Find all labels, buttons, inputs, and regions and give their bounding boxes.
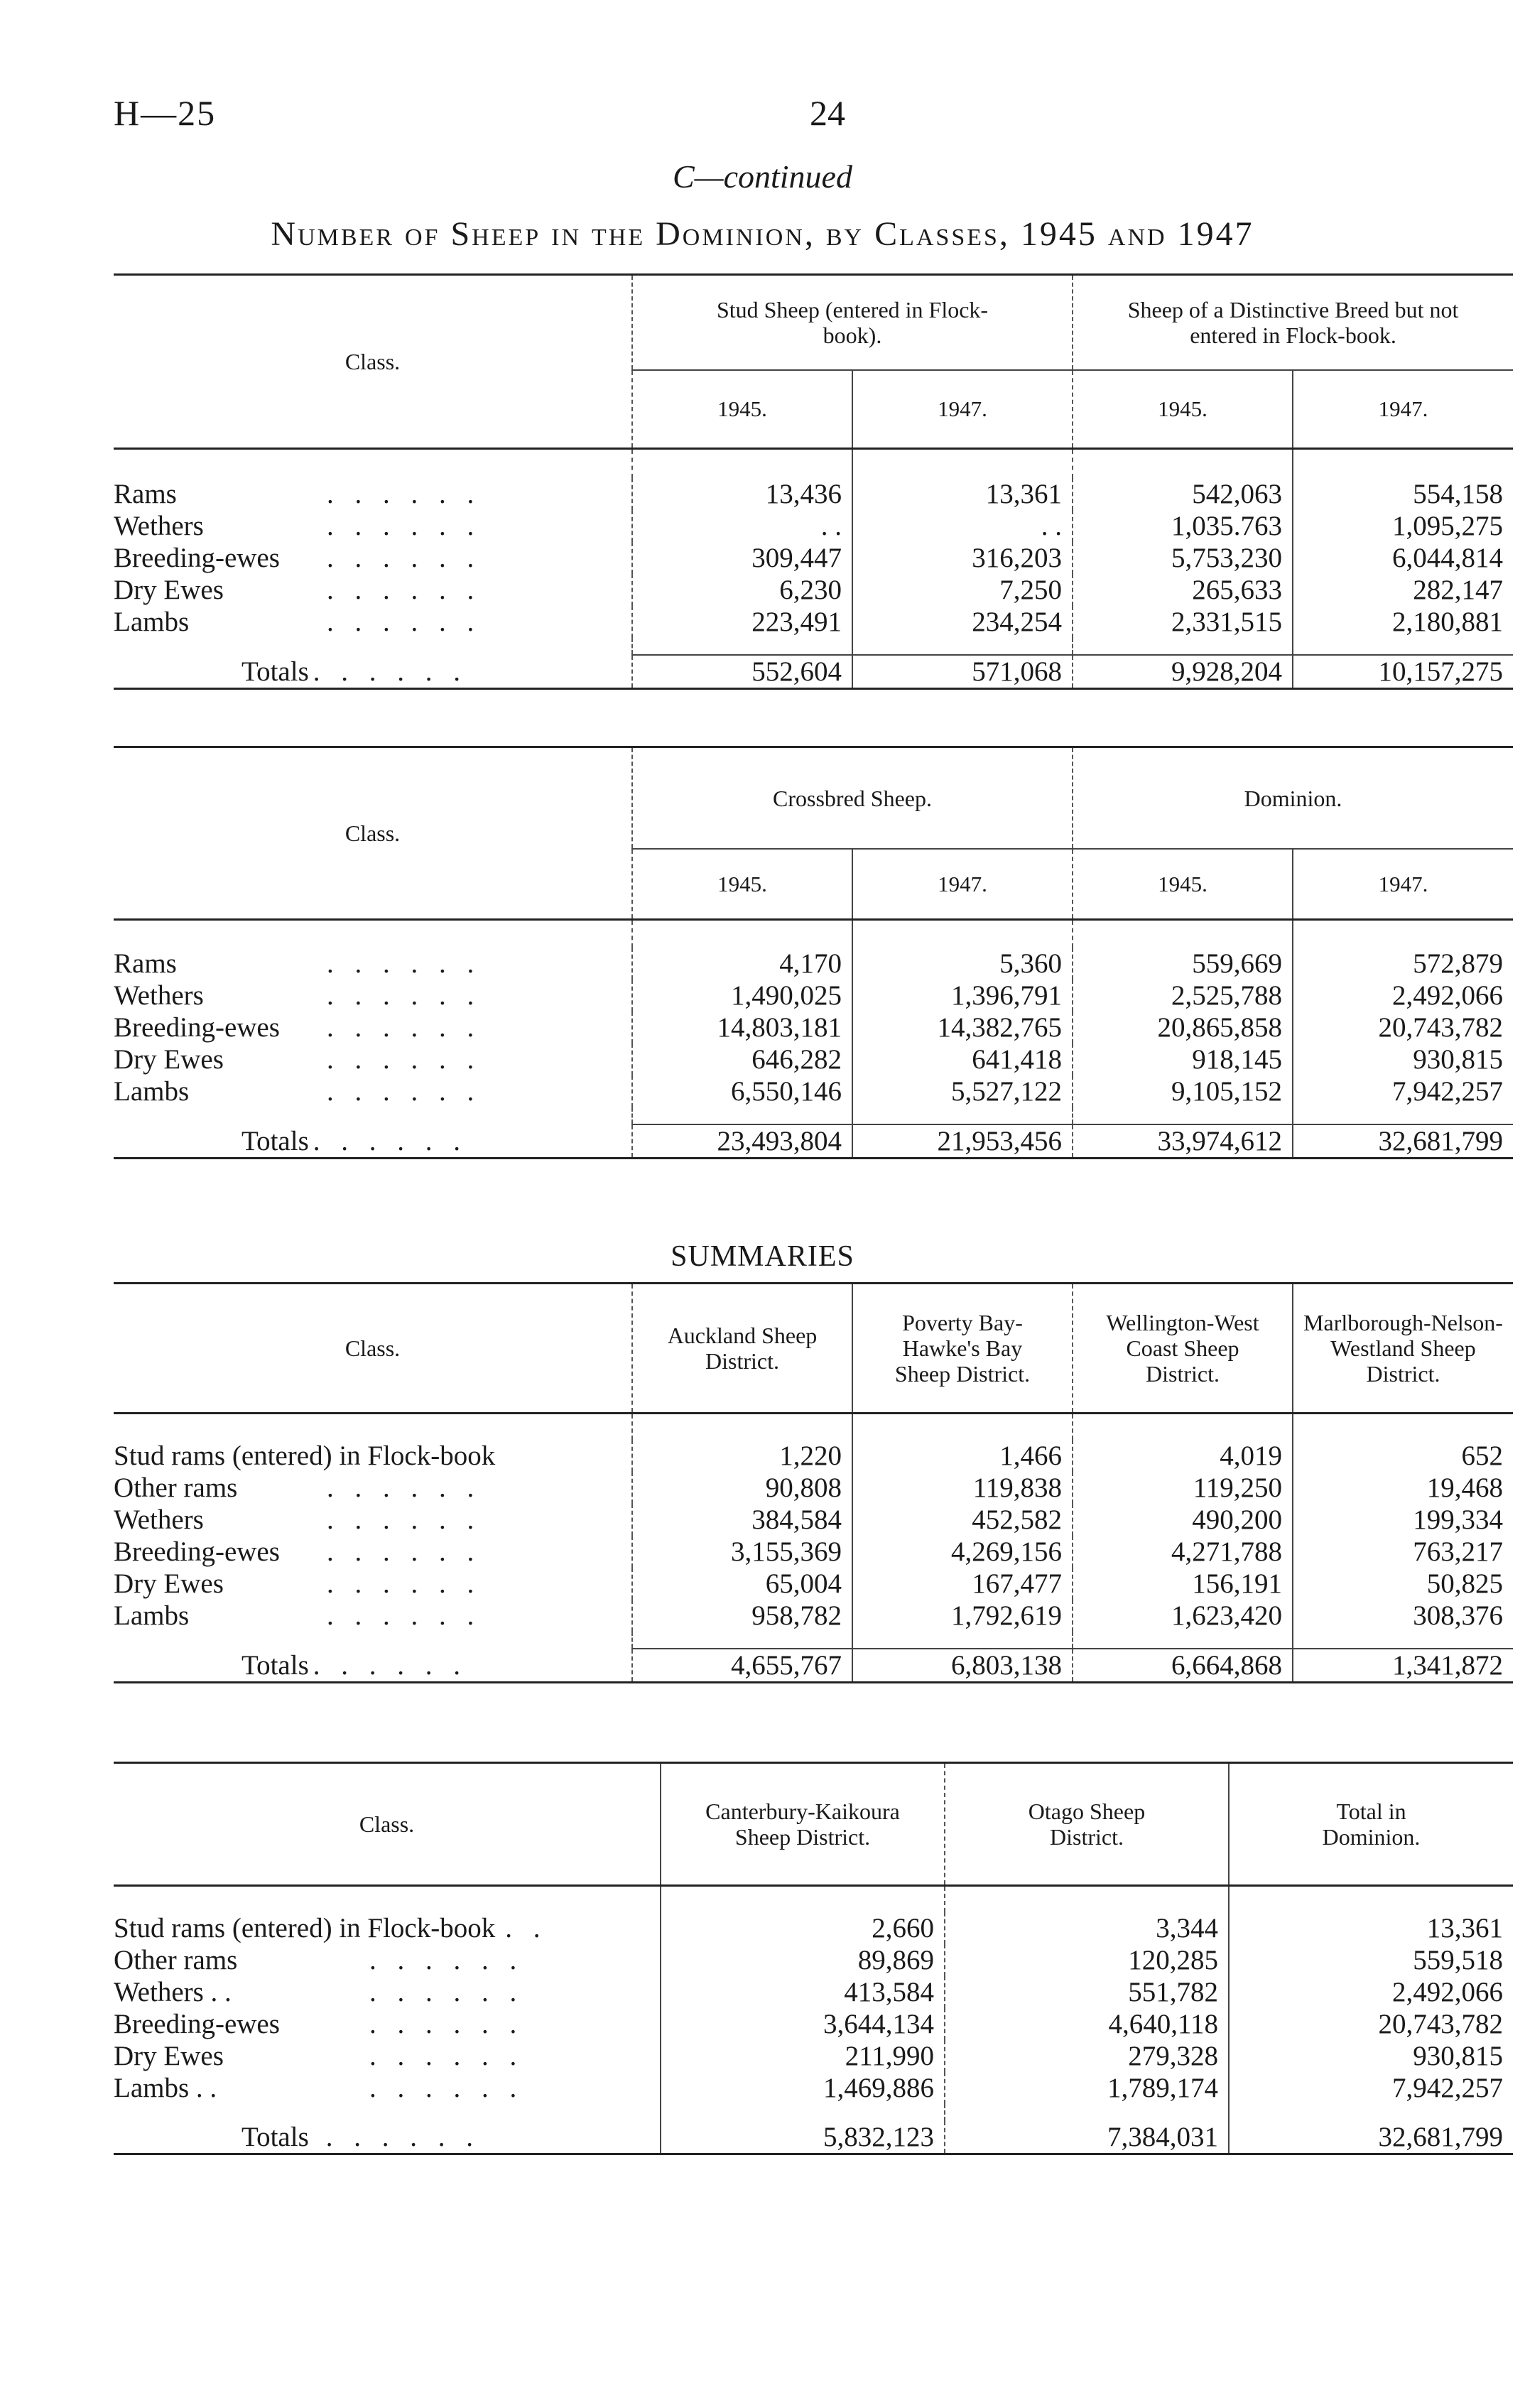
row-label: Lambs . . . . . . (114, 607, 482, 637)
table-row (114, 478, 1513, 510)
cell-value: 413,584 (661, 1976, 945, 2008)
cell-value: 2,525,788 (1073, 980, 1293, 1012)
total-value: 10,157,275 (1293, 655, 1513, 689)
total-value: 7,384,031 (945, 2121, 1229, 2154)
cell-value: 20,865,858 (1073, 1012, 1293, 1043)
district-summary-table-1 (114, 1282, 1513, 1683)
cell-value: 559,518 (1229, 1944, 1513, 1976)
cell-value: 1,623,420 (1073, 1600, 1293, 1632)
cell-value: 1,792,619 (852, 1600, 1073, 1632)
cell-value: 199,334 (1293, 1504, 1513, 1536)
cell-value: 211,990 (661, 2040, 945, 2072)
row-label: Lambs . . . . . . (114, 1076, 482, 1107)
totals-label: Totals . . . . . . (241, 1649, 468, 1681)
year-header: 1945. (632, 849, 852, 919)
cell-value: 14,382,765 (852, 1012, 1073, 1043)
total-value: 21,953,456 (852, 1124, 1073, 1159)
district-summary-table-2 (114, 1762, 1513, 2155)
total-value: 4,655,767 (632, 1649, 852, 1683)
district-header: Canterbury-Kaikoura Sheep District. (661, 1763, 945, 1886)
class-header: Class. (344, 820, 401, 846)
cell-value: 20,743,782 (1293, 1012, 1513, 1043)
table-row (114, 1536, 1513, 1568)
year-header: 1947. (852, 370, 1073, 448)
table-row (114, 2072, 1513, 2104)
table-row (114, 1472, 1513, 1504)
cell-value: 4,269,156 (852, 1536, 1073, 1568)
cell-value: 918,145 (1073, 1043, 1293, 1075)
totals-row (114, 1124, 1513, 1159)
row-label: Dry Ewes . . . . . . (114, 1044, 482, 1075)
year-header: 1947. (1293, 849, 1513, 919)
row-label: Breeding-ewes . . . . . . (114, 1536, 482, 1567)
cell-value: 14,803,181 (632, 1012, 852, 1043)
cell-value: 308,376 (1293, 1600, 1513, 1632)
cell-value: 167,477 (852, 1568, 1073, 1600)
row-label: Dry Ewes . . . . . . (114, 2041, 524, 2071)
row-label: Lambs . . . . . . (114, 1600, 482, 1631)
cell-value: 6,550,146 (632, 1075, 852, 1107)
row-label: Lambs . . . . . . . . (114, 2073, 524, 2103)
distinctive-breed-header: Sheep of a Distinctive Breed but not entered in Flock-book. (1073, 275, 1513, 371)
cell-value: 1,490,025 (632, 980, 852, 1012)
cell-value: 119,250 (1073, 1472, 1293, 1504)
table-row (114, 1568, 1513, 1600)
table-row (114, 2008, 1513, 2040)
cell-value: 5,753,230 (1073, 542, 1293, 574)
summaries-heading: SUMMARIES (671, 1240, 854, 1273)
district-header: Total in Dominion. (1229, 1763, 1513, 1886)
district-header: Otago Sheep District. (945, 1763, 1229, 1886)
table-row (114, 1912, 1513, 1944)
total-value: 6,803,138 (852, 1649, 1073, 1683)
cell-value: 13,436 (632, 478, 852, 510)
table-row (114, 948, 1513, 980)
cell-value: 641,418 (852, 1043, 1073, 1075)
row-label: Wethers . . . . . . (114, 980, 482, 1011)
cell-value: 4,019 (1073, 1440, 1293, 1472)
table-row (114, 980, 1513, 1012)
cell-value: 50,825 (1293, 1568, 1513, 1600)
cell-value: 13,361 (852, 478, 1073, 510)
row-label: Stud rams (entered) in Flock-book (114, 1441, 496, 1471)
table-row (114, 1043, 1513, 1075)
cell-value: 6,230 (632, 574, 852, 606)
table-row (114, 574, 1513, 606)
table-row (114, 1600, 1513, 1632)
cell-value: 120,285 (945, 1944, 1229, 1976)
cell-value: 542,063 (1073, 478, 1293, 510)
row-label: Breeding-ewes . . . . . . (114, 1012, 482, 1043)
year-header: 1945. (1073, 849, 1293, 919)
cell-value: 452,582 (852, 1504, 1073, 1536)
total-value: 32,681,799 (1229, 2121, 1513, 2154)
cell-value: 19,468 (1293, 1472, 1513, 1504)
row-label: Rams . . . . . . (114, 948, 482, 979)
cell-value: 1,035.763 (1073, 510, 1293, 542)
cell-value: 958,782 (632, 1600, 852, 1632)
cell-value: 3,155,369 (632, 1536, 852, 1568)
total-value: 9,928,204 (1073, 655, 1293, 689)
cell-value: 234,254 (852, 606, 1073, 638)
cell-value: 13,361 (1229, 1912, 1513, 1944)
cell-value: 1,095,275 (1293, 510, 1513, 542)
continuation-note: C—continued (673, 158, 852, 195)
row-label: Rams . . . . . . (114, 479, 482, 509)
table-row (114, 1012, 1513, 1043)
cell-value: . . (632, 510, 852, 542)
cell-value: 2,660 (661, 1912, 945, 1944)
row-label: Wethers . . . . . . . . (114, 1977, 524, 2007)
cell-value: 265,633 (1073, 574, 1293, 606)
cell-value: 4,640,118 (945, 2008, 1229, 2040)
cell-value: 89,869 (661, 1944, 945, 1976)
cell-value: 5,360 (852, 948, 1073, 980)
cell-value: 763,217 (1293, 1536, 1513, 1568)
totals-row (114, 655, 1513, 689)
cell-value: 7,942,257 (1229, 2072, 1513, 2104)
cell-value: 490,200 (1073, 1504, 1293, 1536)
totals-row (114, 1649, 1513, 1683)
table-row (114, 1944, 1513, 1976)
cell-value: 6,044,814 (1293, 542, 1513, 574)
cell-value: 156,191 (1073, 1568, 1293, 1600)
cell-value: 223,491 (632, 606, 852, 638)
cell-value: 7,250 (852, 574, 1073, 606)
cell-value: 1,466 (852, 1440, 1073, 1472)
row-label: Dry Ewes . . . . . . (114, 575, 482, 605)
table-row (114, 2040, 1513, 2072)
total-value: 571,068 (852, 655, 1073, 689)
cell-value: 90,808 (632, 1472, 852, 1504)
table-row (114, 1976, 1513, 2008)
district-header: Marlborough-Nelson-Westland Sheep District. (1293, 1284, 1513, 1414)
cell-value: 384,584 (632, 1504, 852, 1536)
cell-value: 309,447 (632, 542, 852, 574)
cell-value: 282,147 (1293, 574, 1513, 606)
table-row (114, 1504, 1513, 1536)
table-row (114, 606, 1513, 638)
table-row (114, 510, 1513, 542)
total-value: 23,493,804 (632, 1124, 852, 1159)
cell-value: 316,203 (852, 542, 1073, 574)
cell-value: 9,105,152 (1073, 1075, 1293, 1107)
totals-label: Totals . . . . . . (241, 656, 468, 687)
crossbred-dominion-table (114, 746, 1513, 1159)
cell-value: 2,331,515 (1073, 606, 1293, 638)
cell-value: 279,328 (945, 2040, 1229, 2072)
class-header: Class. (344, 349, 401, 374)
district-header: Auckland Sheep District. (632, 1284, 852, 1414)
class-header: Class. (359, 1811, 415, 1837)
year-header: 1945. (632, 370, 852, 448)
cell-value: 3,344 (945, 1912, 1229, 1944)
page-number: 24 (810, 93, 845, 133)
crossbred-header: Crossbred Sheep. (632, 747, 1073, 850)
row-label: Other rams . . . . . . (114, 1473, 482, 1503)
cell-value: 652 (1293, 1440, 1513, 1472)
cell-value: 3,644,134 (661, 2008, 945, 2040)
total-value: 1,341,872 (1293, 1649, 1513, 1683)
cell-value: 930,815 (1293, 1043, 1513, 1075)
cell-value: 20,743,782 (1229, 2008, 1513, 2040)
row-label: Dry Ewes . . . . . . (114, 1568, 482, 1599)
year-header: 1945. (1073, 370, 1293, 448)
row-label: Wethers . . . . . . (114, 511, 482, 541)
table-row (114, 1440, 1513, 1472)
row-label: Stud rams (entered) in Flock-book . . (114, 1913, 548, 1943)
cell-value: 5,527,122 (852, 1075, 1073, 1107)
page-reference: H—25 (114, 93, 217, 133)
cell-value: 646,282 (632, 1043, 852, 1075)
cell-value: 572,879 (1293, 948, 1513, 980)
cell-value: 2,492,066 (1293, 980, 1513, 1012)
cell-value: 930,815 (1229, 2040, 1513, 2072)
table-row (114, 1075, 1513, 1107)
total-value: 5,832,123 (661, 2121, 945, 2154)
cell-value: 2,492,066 (1229, 1976, 1513, 2008)
total-value: 552,604 (632, 655, 852, 689)
stud-distinctive-table (114, 273, 1513, 690)
cell-value: 65,004 (632, 1568, 852, 1600)
stud-sheep-header: Stud Sheep (entered in Flock-book). (632, 275, 1073, 371)
totals-label: Totals . . . . . . (241, 2122, 481, 2152)
cell-value: 1,469,886 (661, 2072, 945, 2104)
row-label: Breeding-ewes . . . . . . (114, 543, 482, 573)
row-label: Wethers . . . . . . (114, 1504, 482, 1535)
class-header: Class. (344, 1335, 401, 1361)
totals-label: Totals . . . . . . (241, 1125, 468, 1156)
district-header: Wellington-West Coast Sheep District. (1073, 1284, 1293, 1414)
total-value: 32,681,799 (1293, 1124, 1513, 1159)
cell-value: 119,838 (852, 1472, 1073, 1504)
cell-value: 559,669 (1073, 948, 1293, 980)
cell-value: 1,789,174 (945, 2072, 1229, 2104)
cell-value: 1,220 (632, 1440, 852, 1472)
cell-value: 4,170 (632, 948, 852, 980)
cell-value: . . (852, 510, 1073, 542)
cell-value: 4,271,788 (1073, 1536, 1293, 1568)
totals-row (114, 2121, 1513, 2154)
year-header: 1947. (852, 849, 1073, 919)
dominion-header: Dominion. (1073, 747, 1513, 850)
cell-value: 2,180,881 (1293, 606, 1513, 638)
cell-value: 1,396,791 (852, 980, 1073, 1012)
cell-value: 551,782 (945, 1976, 1229, 2008)
year-header: 1947. (1293, 370, 1513, 448)
district-header: Poverty Bay-Hawke's Bay Sheep District. (852, 1284, 1073, 1414)
row-label: Other rams . . . . . . (114, 1945, 524, 1975)
row-label: Breeding-ewes . . . . . . (114, 2009, 524, 2039)
page-title: Number of Sheep in the Dominion, by Classes, 1945 and 1947 (271, 215, 1254, 253)
total-value: 33,974,612 (1073, 1124, 1293, 1159)
cell-value: 554,158 (1293, 478, 1513, 510)
table-row (114, 542, 1513, 574)
total-value: 6,664,868 (1073, 1649, 1293, 1683)
cell-value: 7,942,257 (1293, 1075, 1513, 1107)
